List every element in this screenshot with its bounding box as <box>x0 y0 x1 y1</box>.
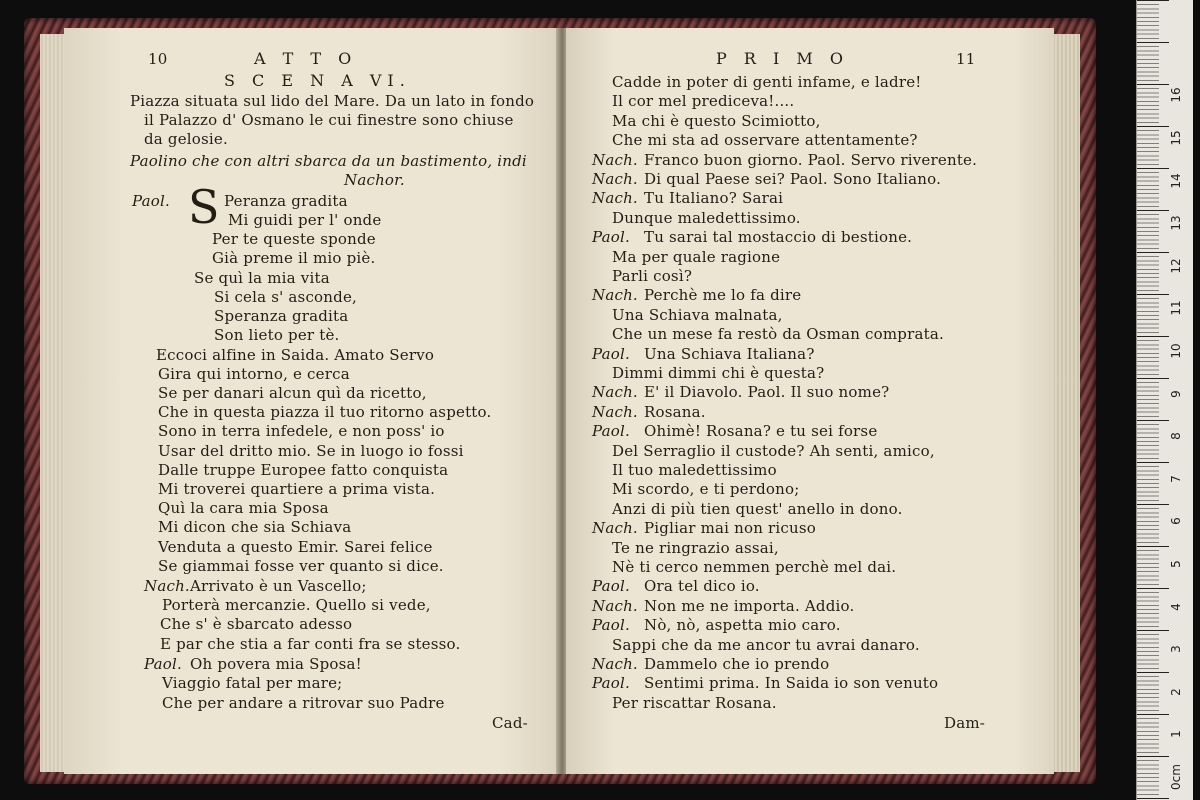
drop-cap: S <box>188 180 220 234</box>
stage-direction-line: da gelosie. <box>144 130 228 148</box>
ruler-label: 4 <box>1169 602 1183 611</box>
verse-line: Ora tel dico io. <box>644 577 760 596</box>
verse-line: Se quì la mia vita <box>194 269 330 287</box>
verse-line: Perchè me lo fa dire <box>644 286 802 305</box>
verse-line: Viaggio fatal per mare; <box>162 674 343 692</box>
stage-direction-line: il Palazzo d' Osmano le cui finestre sono chiuse <box>144 111 514 129</box>
verse-line: Parli così? <box>612 267 693 285</box>
verse-line: Pigliar mai non ricuso <box>644 519 816 538</box>
speaker-label: Paol. <box>144 655 182 673</box>
speaker-label: Paol. <box>592 577 630 596</box>
speaker-label: Nach. <box>592 286 638 305</box>
verse-line: Ma per quale ragione <box>612 247 781 266</box>
verse-line: Dalle truppe Europee fatto conquista <box>158 461 449 479</box>
ruler-label: 1 <box>1169 730 1183 739</box>
ruler-label: 0cm <box>1169 764 1183 790</box>
speaker-label: Nach. <box>592 170 638 188</box>
entrance-direction: Paolino che con altri sbarca da un bastimento, indi <box>130 152 527 170</box>
ruler-label: 11 <box>1169 300 1183 317</box>
running-head: A T T O <box>254 49 358 68</box>
speaker-label: Paol. <box>132 192 170 210</box>
right-page <box>566 28 1054 774</box>
verse-line: Ma chi è questo Scimiotto, <box>612 111 821 130</box>
verse-line: Il tuo maledettissimo <box>612 461 777 479</box>
verse-line: Nò, nò, aspetta mio caro. <box>644 616 841 635</box>
verse-line: Anzi di più tien quest' anello in dono. <box>612 499 903 518</box>
verse-line: Per riscattar Rosana. <box>612 693 777 712</box>
verse-line: Arrivato è un Vascello; <box>190 577 367 595</box>
verse-line: Già preme il mio piè. <box>212 249 376 267</box>
ruler-label: 15 <box>1169 130 1183 146</box>
stage-direction-line: Piazza situata sul lido del Mare. Da un lato in fondo <box>130 92 535 110</box>
ruler-label: 3 <box>1169 645 1183 654</box>
verse-line: E par che stia a far conti fra se stesso. <box>160 635 461 653</box>
verse-line: Mi scordo, e ti perdono; <box>612 480 800 499</box>
running-head: P R I M O <box>716 49 849 68</box>
ruler-label: 2 <box>1169 687 1183 696</box>
verse-line: Del Serraglio il custode? Ah senti, amico, <box>612 441 935 460</box>
verse-line: Peranza gradita <box>224 192 348 210</box>
speaker-label: Nach. <box>592 150 638 169</box>
verse-line: Porterà mercanzie. Quello si vede, <box>162 596 431 614</box>
verse-line: Sentimi prima. In Saida io son venuto <box>644 674 939 693</box>
speaker-label: Nach. <box>592 655 638 673</box>
verse-line: Una Schiava Italiana? <box>644 344 815 363</box>
ruler-label: 12 <box>1169 258 1183 274</box>
verse-line: Rosana. <box>644 402 706 421</box>
verse-line: Franco buon giorno. Paol. Servo riverente. <box>644 150 978 169</box>
page-edges-left <box>40 34 66 772</box>
verse-line: Son lieto per tè. <box>214 326 340 344</box>
speaker-label: Nach. <box>144 577 190 595</box>
speaker-label: Nach. <box>592 596 638 615</box>
verse-line: Se per danari alcun quì da ricetto, <box>158 384 427 402</box>
verse-line: Speranza gradita <box>214 307 349 325</box>
verse-line: Mi troverei quartiere a prima vista. <box>158 480 436 498</box>
verse-line: Di qual Paese sei? Paol. Sono Italiano. <box>644 170 942 188</box>
verse-line: E' il Diavolo. Paol. Il suo nome? <box>644 383 890 402</box>
ruler-label: 13 <box>1169 215 1183 231</box>
verse-line: Cadde in poter di genti infame, e ladre! <box>612 73 922 91</box>
speaker-label: Paol. <box>592 616 630 635</box>
verse-line: Quì la cara mia Sposa <box>158 499 329 517</box>
speaker-label: Paol. <box>592 422 630 441</box>
speaker-label: Nach. <box>592 383 638 402</box>
verse-line: Mi guidi per l' onde <box>228 211 382 229</box>
verse-line: Sono in terra infedele, e non poss' io <box>158 422 445 440</box>
verse-line: Che in questa piazza il tuo ritorno aspetto. <box>158 403 492 421</box>
scene-heading: S C E N A VI. <box>224 71 411 90</box>
verse-line: Che un mese fa restò da Osman comprata. <box>612 325 944 344</box>
entrance-direction: Nachor. <box>344 171 405 189</box>
ruler-major-ticks <box>1137 0 1169 800</box>
speaker-label: Paol. <box>592 228 630 247</box>
verse-line: Non me ne importa. Addio. <box>644 596 855 615</box>
page-number: 10 <box>148 50 168 68</box>
verse-line: Il cor mel prediceva!.... <box>612 92 795 111</box>
verse-line: Una Schiava malnata, <box>612 305 783 324</box>
verse-line: Tu sarai tal mostaccio di bestione. <box>644 228 913 247</box>
verse-line: Tu Italiano? Sarai <box>644 189 784 208</box>
ruler-label: 6 <box>1169 517 1183 526</box>
speaker-label: Paol. <box>592 344 630 363</box>
verse-line: Dammelo che io prendo <box>644 655 830 673</box>
verse-line: Sappi che da me ancor tu avrai danaro. <box>612 635 920 654</box>
speaker-label: Nach. <box>592 519 638 538</box>
ruler-label: 7 <box>1169 474 1183 483</box>
verse-line: Eccoci alfine in Saida. Amato Servo <box>156 346 435 364</box>
ruler-label: 10 <box>1169 343 1183 359</box>
verse-line: Mi dicon che sia Schiava <box>158 518 352 536</box>
ruler-label: 5 <box>1169 560 1183 568</box>
catchword: Cad- <box>492 714 528 732</box>
verse-line: Dimmi dimmi chi è questa? <box>612 364 825 382</box>
ruler-label: 8 <box>1169 432 1183 441</box>
verse-line: Dunque maledettissimo. <box>612 208 801 227</box>
verse-line: Che mi sta ad osservare attentamente? <box>612 131 918 150</box>
verse-line: Se giammai fosse ver quanto si dice. <box>158 557 444 575</box>
verse-line: Che per andare a ritrovar suo Padre <box>162 694 445 712</box>
speaker-label: Paol. <box>592 674 630 693</box>
verse-line: Venduta a questo Emir. Sarei felice <box>158 538 433 556</box>
verse-line: Nè ti cerco nemmen perchè mel dai. <box>612 558 897 576</box>
verse-line: Si cela s' asconde, <box>214 288 357 306</box>
scale-ruler <box>1136 0 1193 800</box>
page-edges-right <box>1052 34 1080 772</box>
verse-line: Oh povera mia Sposa! <box>190 655 362 673</box>
verse-line: Che s' è sbarcato adesso <box>160 615 353 633</box>
ruler-label: 16 <box>1169 87 1183 104</box>
verse-line: Usar del dritto mio. Se in luogo io fossi <box>158 442 464 460</box>
speaker-label: Nach. <box>592 189 638 208</box>
speaker-label: Nach. <box>592 402 638 421</box>
page-number: 11 <box>956 50 976 68</box>
ruler-label: 9 <box>1169 389 1183 398</box>
verse-line: Per te queste sponde <box>212 230 376 248</box>
verse-line: Ohimè! Rosana? e tu sei forse <box>644 422 878 441</box>
catchword: Dam- <box>944 714 986 732</box>
ruler-label: 14 <box>1169 172 1183 189</box>
verse-line: Gira qui intorno, e cerca <box>158 365 350 383</box>
verse-line: Te ne ringrazio assai, <box>612 538 779 557</box>
left-page <box>64 28 558 774</box>
